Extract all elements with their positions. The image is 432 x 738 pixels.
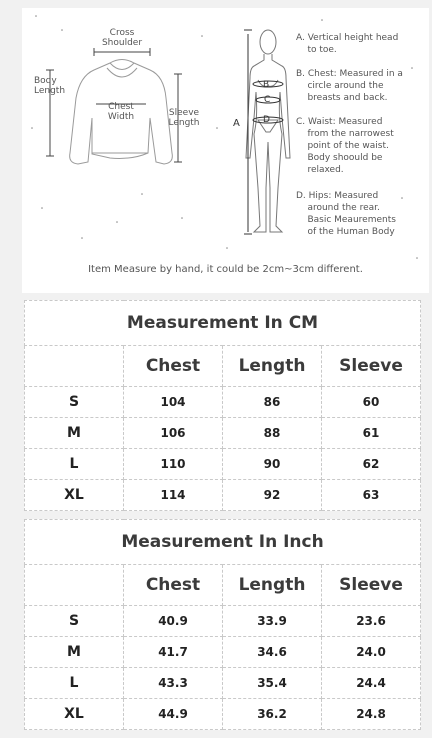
length-value: 34.6 xyxy=(223,637,322,668)
inch-header-sleeve: Sleeve xyxy=(322,565,421,606)
size-label: S xyxy=(25,387,124,418)
sleeve-value: 24.0 xyxy=(322,637,421,668)
chest-value: 43.3 xyxy=(124,668,223,699)
inch-header-chest: Chest xyxy=(124,565,223,606)
cm-header-length: Length xyxy=(223,346,322,387)
chest-value: 41.7 xyxy=(124,637,223,668)
length-value: 36.2 xyxy=(223,699,322,730)
inch-header-size xyxy=(25,565,124,606)
length-value: 35.4 xyxy=(223,668,322,699)
sleeve-value: 60 xyxy=(322,387,421,418)
size-label: S xyxy=(25,606,124,637)
cm-table-title: Measurement In CM xyxy=(25,301,421,346)
sleeve-value: 63 xyxy=(322,480,421,511)
size-label: L xyxy=(25,449,124,480)
chest-value: 114 xyxy=(124,480,223,511)
note-b: B. Chest: Measured in a circle around the breasts and back. xyxy=(296,69,403,103)
table-row xyxy=(25,418,421,449)
size-guide-image xyxy=(22,8,429,293)
cross-shoulder-label: Cross Shoulder xyxy=(101,28,143,48)
sleeve-value: 24.8 xyxy=(322,699,421,730)
note-c: C. Waist: Measured from the narrowest point of the waist. Body shoould be relaxed. xyxy=(296,117,394,175)
sleeve-value: 62 xyxy=(322,449,421,480)
inch-header-length: Length xyxy=(223,565,322,606)
measure-disclaimer: Item Measure by hand, it could be 2cm~3cm different. xyxy=(88,264,363,275)
sleeve-value: 24.4 xyxy=(322,668,421,699)
body-length-label: Body Length xyxy=(34,76,66,96)
chest-value: 104 xyxy=(124,387,223,418)
length-value: 33.9 xyxy=(223,606,322,637)
table-row xyxy=(25,387,421,418)
sleeve-value: 61 xyxy=(322,418,421,449)
size-label: M xyxy=(25,637,124,668)
chest-value: 110 xyxy=(124,449,223,480)
table-row xyxy=(25,668,421,699)
table-row xyxy=(25,699,421,730)
inch-table-title: Measurement In Inch xyxy=(25,520,421,565)
table-row xyxy=(25,606,421,637)
cm-measurement-table xyxy=(24,300,421,511)
note-a: A. Vertical height head to toe. xyxy=(296,33,399,55)
chest-width-label: Chest Width xyxy=(107,102,135,122)
size-label: XL xyxy=(25,480,124,511)
size-label: XL xyxy=(25,699,124,730)
table-row xyxy=(25,480,421,511)
sleeve-length-label: Sleeve Length xyxy=(168,108,200,128)
marker-c: C xyxy=(264,95,271,105)
cm-header-size xyxy=(25,346,124,387)
cm-header-sleeve: Sleeve xyxy=(322,346,421,387)
sleeve-value: 23.6 xyxy=(322,606,421,637)
chest-value: 106 xyxy=(124,418,223,449)
note-d: D. Hips: Measured around the rear. Basic Meaurements of the Human Body xyxy=(296,191,396,237)
size-label: M xyxy=(25,418,124,449)
size-label: L xyxy=(25,668,124,699)
cm-header-chest: Chest xyxy=(124,346,223,387)
chest-value: 40.9 xyxy=(124,606,223,637)
length-value: 90 xyxy=(223,449,322,480)
marker-d: D xyxy=(263,115,270,125)
marker-b: B xyxy=(263,80,270,90)
length-value: 86 xyxy=(223,387,322,418)
table-row xyxy=(25,637,421,668)
marker-a: A xyxy=(233,118,240,129)
length-value: 88 xyxy=(223,418,322,449)
table-row xyxy=(25,449,421,480)
chest-value: 44.9 xyxy=(124,699,223,730)
inch-measurement-table xyxy=(24,519,421,730)
length-value: 92 xyxy=(223,480,322,511)
